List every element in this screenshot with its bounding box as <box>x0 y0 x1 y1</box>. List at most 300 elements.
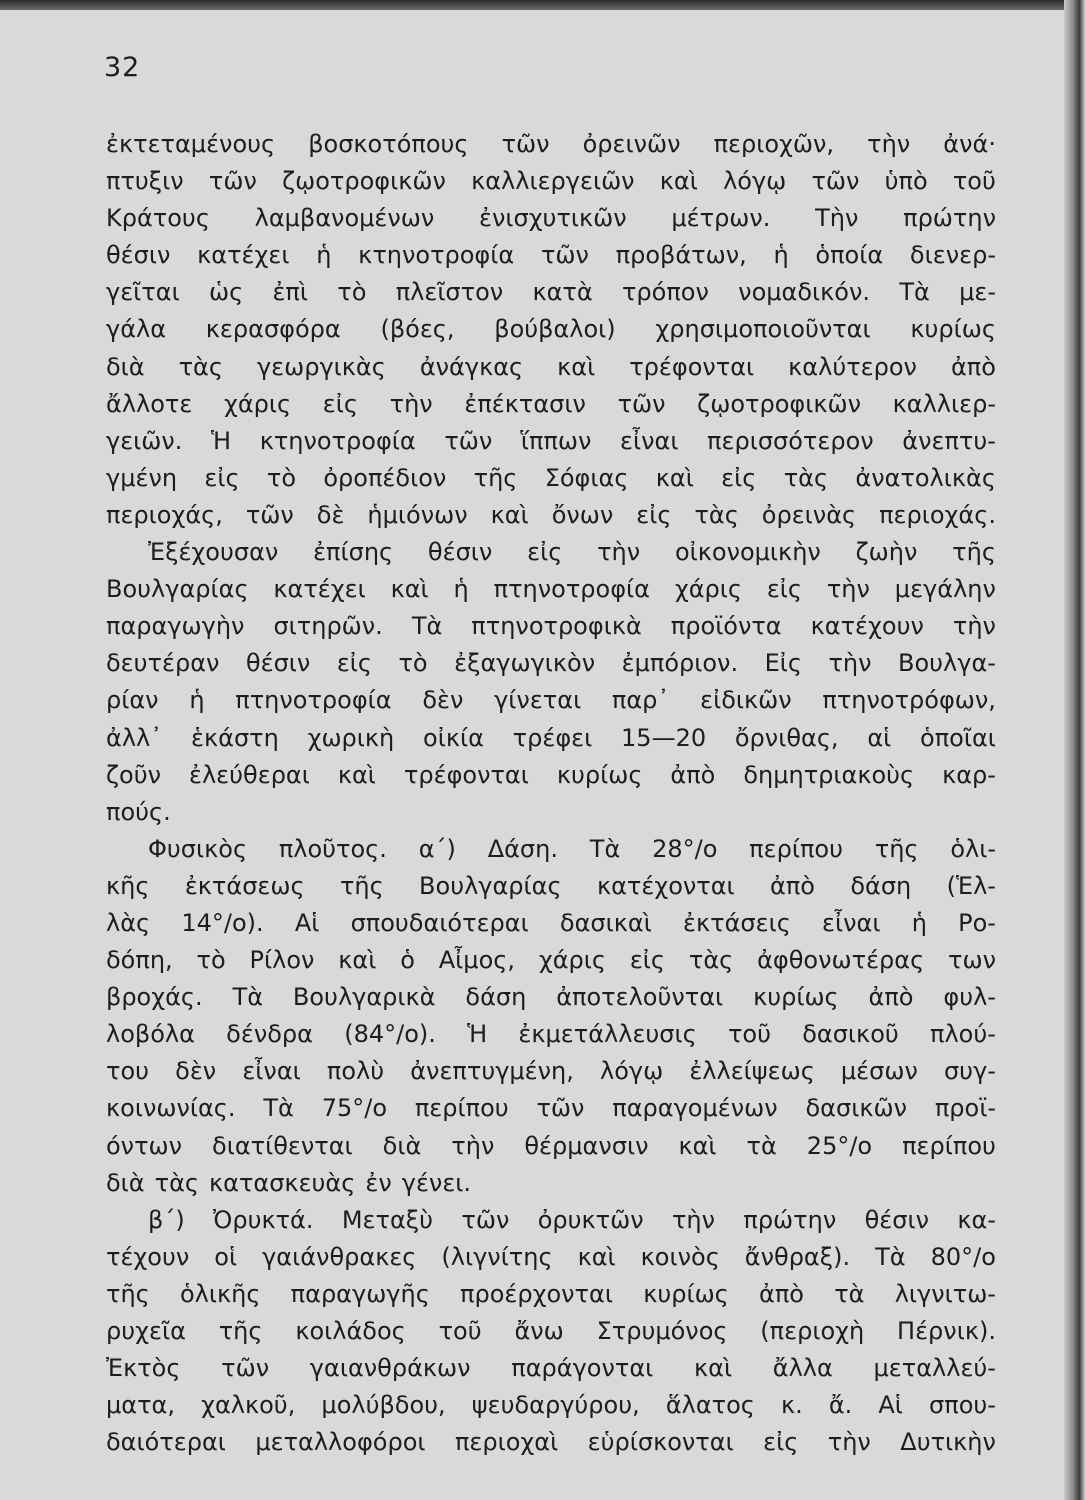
word: εὑρίσκονται <box>587 1428 734 1457</box>
word: τρέφονται <box>629 352 755 381</box>
word: διατίθενται <box>212 1131 353 1160</box>
word: 80°/o <box>930 1242 996 1271</box>
word: λιγνιτω- <box>894 1279 996 1308</box>
word: Δυτικὴν <box>900 1428 996 1457</box>
word: εἶναι <box>242 1057 301 1086</box>
word: βοσκοτόπους <box>308 130 469 158</box>
word: τὴν <box>828 649 872 678</box>
word: τὸ <box>398 649 428 678</box>
word: ἄλλα <box>772 1354 833 1383</box>
word: τοῦ <box>952 167 996 196</box>
word: ὄρνιθας, <box>734 723 839 752</box>
word: παραγομένων <box>612 1094 778 1123</box>
word: περιοχαὶ <box>454 1428 559 1457</box>
scan-right-edge <box>1064 0 1086 1500</box>
word: τὴν <box>389 389 433 418</box>
text-line <box>106 534 996 571</box>
word: θέσιν <box>864 1205 929 1234</box>
word: ἀπὸ <box>868 983 914 1012</box>
word: Βουλγαρίας <box>106 575 249 604</box>
word: ἐπίσης <box>313 538 394 567</box>
word: χωρικὴ <box>307 723 395 752</box>
text-line <box>106 1424 996 1461</box>
word: ὀροπέδιον <box>323 463 447 492</box>
word: ἐξαγωγικὸν <box>454 649 596 678</box>
word: τὰς <box>154 1168 199 1197</box>
word: καὶ <box>557 352 596 381</box>
word: περίπου <box>414 1094 509 1123</box>
word: 14°/o). <box>181 908 264 937</box>
word: πολὺ <box>326 1057 385 1086</box>
body-text <box>106 126 996 1461</box>
text-line <box>106 126 996 163</box>
text-line <box>106 1276 996 1313</box>
word: εἶναι <box>822 908 881 937</box>
word: ἐκτάσεως <box>184 871 305 900</box>
word: ἀνά· <box>943 130 996 158</box>
word: δὲν <box>422 686 464 715</box>
word: πτηνοτρόφων, <box>822 686 996 715</box>
text-line <box>106 608 996 645</box>
word: προβάτων, <box>615 241 747 270</box>
word: ἑκάστη <box>191 723 279 752</box>
word: ἡμιόνων <box>367 500 468 529</box>
word: δὲ <box>316 500 345 529</box>
word: με- <box>959 278 996 307</box>
word: (περιοχὴ <box>760 1317 865 1345</box>
word: ἄλλοτε <box>106 389 193 418</box>
word: (λιγνίτης <box>441 1242 553 1271</box>
word: θέσιν <box>245 649 311 678</box>
word: προϊόντα <box>670 612 782 641</box>
word: πτηνοτροφία <box>493 575 650 604</box>
word: κατασκευὰς <box>208 1168 356 1197</box>
word: ζοῦν <box>106 760 162 789</box>
word: ἵππων <box>520 426 592 455</box>
word: εἰς <box>629 946 666 975</box>
word: Τὰ <box>899 278 930 307</box>
word: αἱ <box>867 723 892 752</box>
word: ἀνατολικὰς <box>855 463 996 492</box>
word: δαιότεραι <box>106 1428 226 1457</box>
word: καὶ <box>338 946 377 975</box>
word: Αἱ <box>294 908 320 937</box>
text-line <box>106 349 996 386</box>
word: ὁ <box>400 946 415 975</box>
word: τὴν <box>671 1205 716 1234</box>
text-line <box>106 905 996 942</box>
word: τὰς <box>688 946 734 975</box>
word: μέτρων. <box>671 204 771 233</box>
word: πτηνοτροφικὰ <box>471 612 642 641</box>
word: βούβαλοι) <box>494 315 616 344</box>
word: μεταλλοφόροι <box>255 1428 426 1457</box>
word: προέρχονται <box>460 1279 613 1308</box>
word: κυρίως <box>643 1279 729 1308</box>
word: Πέρνικ). <box>897 1317 996 1345</box>
word: καὶ <box>655 463 694 492</box>
word: χαλκοῦ, <box>201 1391 296 1420</box>
word: οἰκονομικὴν <box>674 538 821 567</box>
word: τὸ <box>196 946 226 975</box>
word: διὰ <box>106 352 145 381</box>
word: πρώτην <box>743 1205 837 1234</box>
word: καλύτερον <box>788 352 917 381</box>
word: συγ- <box>943 1057 996 1086</box>
word: τῶν <box>540 241 589 270</box>
word: εἰς <box>636 500 672 529</box>
word: καὶ <box>390 575 429 604</box>
word: περιοχῶν, <box>713 130 835 158</box>
word: λὰς <box>106 908 151 937</box>
word: κυρίως <box>556 760 643 789</box>
word: ἀφθονωτέρας <box>757 946 925 975</box>
text-line <box>106 1313 996 1350</box>
word: Αἶμος, <box>438 946 515 975</box>
text-line <box>106 979 996 1016</box>
word: οἰκία <box>423 723 484 752</box>
word: Ἡ <box>211 426 232 455</box>
word: χάρις <box>224 389 292 418</box>
word: Ἐξέχουσαν <box>148 538 279 567</box>
word: Εἰς <box>764 649 802 678</box>
word: ζωὴν <box>855 538 918 567</box>
word: χρησιμοποιοῦνται <box>655 315 871 344</box>
word: κοιλάδος <box>295 1317 406 1345</box>
word: καὶ <box>577 1242 616 1271</box>
word: ψευδαργύρου, <box>471 1391 640 1420</box>
text-line <box>106 571 996 608</box>
word: τρόπον <box>621 278 709 307</box>
word: ἀνεπτυγμένη, <box>410 1057 574 1086</box>
word: παρ᾽ <box>611 686 670 715</box>
word: ρυχεῖα <box>106 1317 186 1345</box>
text-line <box>106 1016 996 1053</box>
text-line <box>106 645 996 682</box>
word: καὶ <box>659 167 698 196</box>
word: ὀρεινὰς <box>761 500 857 529</box>
word: τέχουν <box>106 1242 190 1271</box>
word: τῶν <box>208 167 257 196</box>
word: δευτέραν <box>106 649 220 678</box>
text-line <box>106 1387 996 1424</box>
word: ἡ <box>453 575 469 604</box>
word: πτηνοτροφία <box>235 686 392 715</box>
word: πλοῦτος. <box>278 834 387 863</box>
word: Βουλγαρίας <box>419 871 562 900</box>
word: τῆς <box>473 463 518 492</box>
text-line <box>106 1350 996 1387</box>
word: περιοχάς, <box>106 500 223 529</box>
word: Αἱ <box>878 1391 903 1420</box>
word: κατέχει <box>197 241 290 270</box>
word: τὰς <box>178 352 223 381</box>
word: εἶναι <box>620 426 679 455</box>
word: του <box>106 1057 150 1086</box>
word: σιτηρῶν. <box>273 612 383 641</box>
word: τὸ <box>337 278 367 307</box>
word: δὲν <box>175 1057 217 1086</box>
word: τῶν <box>501 130 550 158</box>
word: Βουλγα- <box>898 649 996 678</box>
word: περισσότερον <box>707 426 874 455</box>
word: ἀπὸ <box>770 871 815 900</box>
text-line <box>106 1090 996 1127</box>
word: σπου- <box>929 1391 996 1420</box>
word: τῆς <box>218 1317 263 1345</box>
word: Δάση. <box>487 834 558 863</box>
word: ἐν <box>365 1168 392 1197</box>
word: τὴν <box>826 575 870 604</box>
word: καὶ <box>678 1131 717 1160</box>
word: κτηνοτροφία <box>358 241 515 270</box>
word: ὀρεινῶν <box>582 130 681 158</box>
word: (84°/o). <box>344 1020 436 1049</box>
word: μέσων <box>840 1057 918 1086</box>
word: Στρυμόνος <box>596 1317 728 1345</box>
text-line <box>106 942 996 979</box>
word: τὴν <box>952 612 996 641</box>
word: Ἐκτὸς <box>106 1354 181 1383</box>
word: Τὰ <box>263 1094 294 1123</box>
word: καρ- <box>942 760 996 789</box>
text-line <box>106 460 996 497</box>
word: τρέφει <box>512 723 593 752</box>
text-line <box>106 1239 996 1276</box>
word: ζῳοτροφικῶν <box>282 167 446 196</box>
word: όντων <box>106 1131 183 1160</box>
word: ἀπὸ <box>759 1279 804 1308</box>
word: τὰς <box>783 463 829 492</box>
word: δόπη, <box>106 946 173 975</box>
word: ζῳοτροφικῶν <box>697 389 861 418</box>
word: τῆς <box>874 834 919 863</box>
word: θέσιν <box>427 538 493 567</box>
word: Βουλγαρικὰ <box>292 983 436 1012</box>
word: τὴν <box>597 538 641 567</box>
word: ἡ <box>316 241 332 270</box>
word: Τὰ <box>232 983 264 1012</box>
word: δασικοῦ <box>802 1020 899 1049</box>
word: ὁποῖαι <box>920 723 996 752</box>
word: προϊ- <box>934 1094 996 1123</box>
word: κατέχονται <box>596 871 735 900</box>
word: τοῦ <box>438 1317 482 1345</box>
word: γαιανθράκων <box>309 1354 471 1383</box>
word: ἐμπόριον. <box>621 649 739 678</box>
word: τὰ <box>746 1131 777 1160</box>
word: διὰ <box>382 1131 422 1160</box>
word: τὰ <box>834 1279 865 1308</box>
word: κα- <box>957 1205 996 1234</box>
word: ἀποτελοῦνται <box>556 983 724 1012</box>
word: εἰς <box>766 575 802 604</box>
word: παραγωγῆς <box>290 1279 430 1308</box>
word: δάση <box>465 983 527 1012</box>
word: εἰδικῶν <box>700 686 792 715</box>
word: καὶ <box>693 1354 733 1383</box>
text-line <box>106 163 996 200</box>
text-line <box>106 311 996 348</box>
word: ἐκμετάλλευσις <box>518 1020 697 1049</box>
word: (Ἑλ- <box>946 871 996 900</box>
word: κατέχουν <box>810 612 924 641</box>
word: μολύβδου, <box>321 1391 446 1420</box>
word: γένει. <box>401 1168 472 1197</box>
word: εἰς <box>322 389 358 418</box>
word: πλεῖστον <box>395 278 504 307</box>
text-line <box>106 1165 996 1202</box>
word: των <box>948 946 996 975</box>
word: κυρίως <box>753 983 839 1012</box>
page-number: 32 <box>104 52 141 83</box>
text-line <box>106 1128 996 1165</box>
word: Ὀρυκτά. <box>213 1205 314 1234</box>
word: ἀνεπτυ- <box>902 426 996 455</box>
word: Τὰ <box>411 612 443 641</box>
word: διενερ- <box>909 241 996 270</box>
word: ἄ. <box>828 1391 853 1420</box>
word: δένδρα <box>226 1020 313 1049</box>
word: Τὰ <box>589 834 621 863</box>
word: τὴν <box>827 1428 871 1457</box>
word: τῶν <box>536 1094 585 1123</box>
word: ἀπὸ <box>670 760 716 789</box>
word: ὀρυκτῶν <box>537 1205 644 1234</box>
text-line <box>106 720 996 757</box>
word: εἰς <box>204 463 240 492</box>
word: Κράτους <box>106 204 210 233</box>
text-line <box>106 200 996 237</box>
word: παράγονται <box>511 1354 654 1383</box>
word: παραγωγὴν <box>106 612 245 641</box>
word: γμένη <box>106 463 178 492</box>
word: ἐπέκτασιν <box>464 389 586 418</box>
word: λόγῳ <box>723 167 787 196</box>
text-line <box>106 757 996 794</box>
word: λοβόλα <box>106 1020 195 1049</box>
word: κοινωνίας. <box>106 1094 236 1123</box>
word: Σόφιας <box>544 463 629 492</box>
text-line <box>106 237 996 274</box>
word: κατὰ <box>532 278 593 307</box>
word: Τὴν <box>815 204 859 233</box>
word: γεωργικὰς <box>256 352 386 381</box>
word: γίνεται <box>494 686 582 715</box>
word: κοινὸς <box>640 1242 720 1271</box>
word: ἡ <box>911 908 927 937</box>
text-line <box>106 682 996 719</box>
word: τῆς <box>952 538 996 567</box>
word: τὸ <box>266 463 297 492</box>
word: θέσιν <box>106 241 171 270</box>
word: τῶν <box>461 1205 510 1234</box>
text-line <box>106 423 996 460</box>
word: Ρίλον <box>249 946 315 975</box>
word: οἱ <box>214 1242 238 1271</box>
word: νομαδικόν. <box>738 278 871 307</box>
word: ἐνισχυτικῶν <box>478 204 627 233</box>
word: ἡ <box>189 686 205 715</box>
word: εἰς <box>336 649 372 678</box>
word: δάση <box>850 871 912 900</box>
word: Ἡ <box>467 1020 488 1049</box>
word: εἰς <box>721 463 757 492</box>
text-line <box>106 497 996 534</box>
word: καλλιεργειῶν <box>471 167 635 196</box>
word: κτηνοτροφία <box>259 426 416 455</box>
word: τὰς <box>694 500 739 529</box>
word: κυρίως <box>910 315 996 344</box>
word: κ. <box>780 1391 803 1420</box>
text-line <box>106 1202 996 1239</box>
word: ἄνω <box>514 1317 564 1345</box>
scan-top-edge <box>0 0 1086 10</box>
word: Φυσικὸς <box>148 834 248 863</box>
word: α΄) <box>418 834 456 863</box>
word: τῶν <box>444 426 493 455</box>
word: ὁλικῆς <box>179 1279 261 1308</box>
word: τὴν <box>451 1131 495 1160</box>
word: τὴν <box>867 130 911 158</box>
word: ἐλεύθεραι <box>189 760 310 789</box>
word: τῶν <box>245 500 294 529</box>
word: περίπου <box>902 1131 996 1160</box>
text-line <box>106 1053 996 1090</box>
word: ὁποία <box>815 241 884 270</box>
word: ἐκτάσεις <box>683 908 791 937</box>
word: φυλ- <box>943 983 996 1012</box>
word: ὄνων <box>551 500 614 529</box>
word: περιοχάς. <box>879 500 996 529</box>
text-line <box>106 386 996 423</box>
word: γαιάνθρακες <box>262 1242 417 1271</box>
word: 75°/o <box>321 1094 387 1123</box>
word: κατέχει <box>273 575 366 604</box>
text-line <box>106 868 996 905</box>
word: μεγάλην <box>894 575 996 604</box>
word: μεταλλεύ- <box>873 1354 996 1383</box>
word: ἅλατος <box>665 1391 755 1420</box>
text-line <box>106 794 996 831</box>
text-line <box>106 274 996 311</box>
word: τῶν <box>617 389 666 418</box>
word: κῆς <box>106 871 150 900</box>
word: ὑπὸ <box>884 167 928 196</box>
word: τῶν <box>221 1354 270 1383</box>
word: εἰς <box>763 1428 799 1457</box>
word: ἡ <box>773 241 789 270</box>
word: λόγῳ <box>600 1057 664 1086</box>
word: ἀλλ᾽ <box>106 723 163 752</box>
word: λαμβανομένων <box>254 204 435 233</box>
word: τῶν <box>811 167 860 196</box>
word: θέρμανσιν <box>524 1131 649 1160</box>
word: χάρις <box>674 575 742 604</box>
word: καλλιερ- <box>892 389 996 418</box>
word: τοῦ <box>727 1020 771 1049</box>
word: 28°/o <box>652 834 718 863</box>
word: Μεταξὺ <box>341 1205 434 1234</box>
word: περίπου <box>749 834 843 863</box>
word: ρίαν <box>106 686 159 715</box>
word: πτυξιν <box>106 167 184 196</box>
word: 15—20 <box>621 723 707 752</box>
word: πλού- <box>930 1020 996 1049</box>
word: καὶ <box>337 760 376 789</box>
word: ἀπὸ <box>950 352 996 381</box>
word: κερασφόρα <box>205 315 341 344</box>
